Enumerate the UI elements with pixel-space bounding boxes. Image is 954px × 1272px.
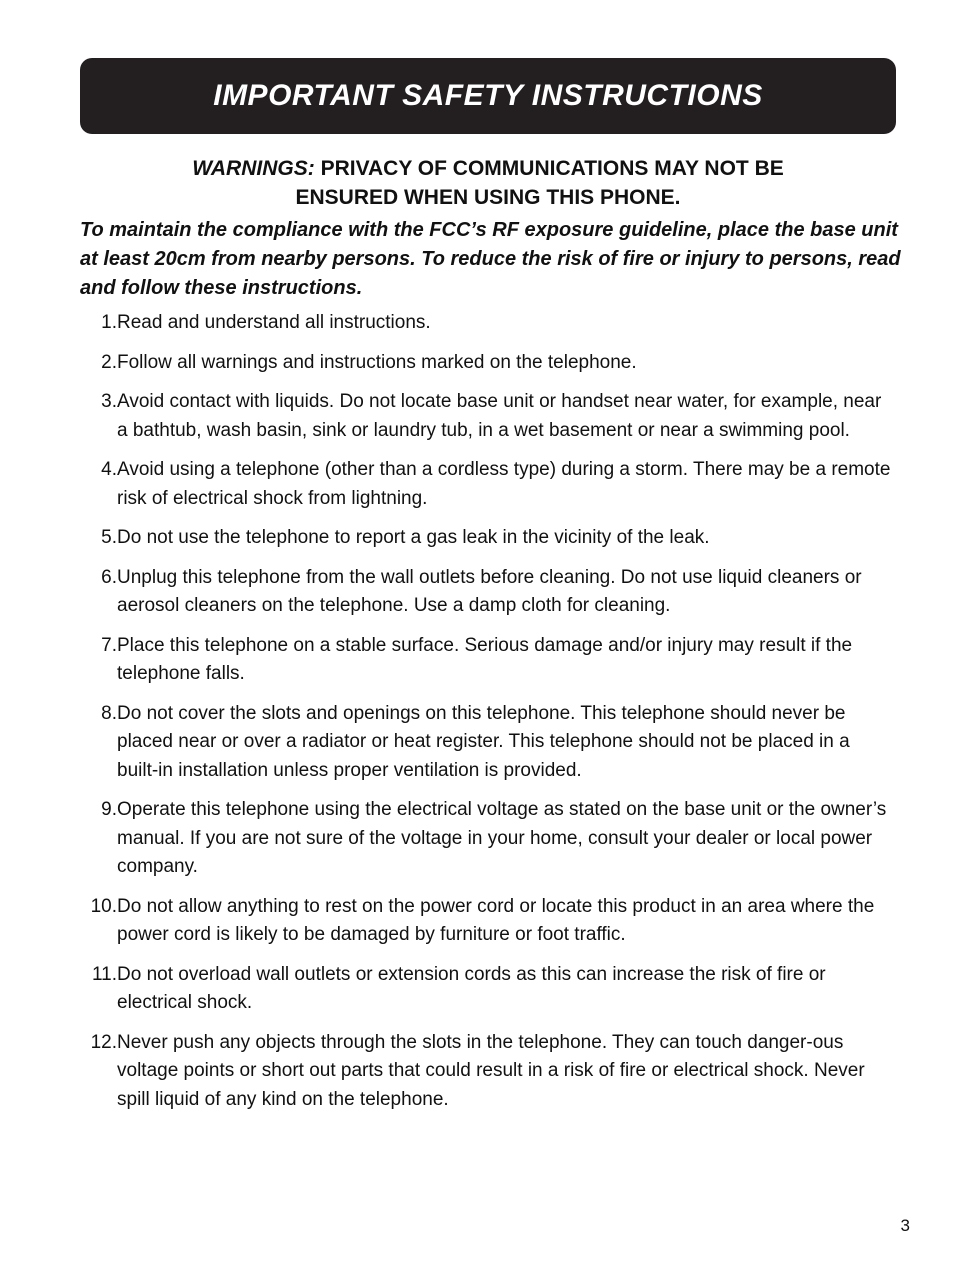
privacy-warning: [80, 154, 896, 212]
list-item: [80, 349, 896, 378]
list-item: [80, 388, 896, 445]
list-item: [80, 961, 896, 1018]
warning-line-1: [80, 154, 896, 183]
list-item: [80, 796, 896, 882]
list-item: [80, 456, 896, 513]
item-text: Do not overload wall outlets or extension cords as this can increase the risk of fire or electrical shock.: [117, 963, 826, 1013]
item-number: 12.: [90, 1031, 117, 1053]
item-text: Follow all warnings and instructions marked on the telephone.: [117, 351, 637, 373]
list-item: [80, 1029, 896, 1115]
item-number: 9.: [101, 799, 117, 820]
instructions-list: [80, 309, 896, 1125]
item-text: Never push any objects through the slots in the telephone. They can touch danger-ous voltage points or short out parts that could result in a risk of fire or electrical shock. Never spill liquid of any kind on the telephone.: [117, 1031, 865, 1110]
title-banner: [80, 58, 896, 134]
item-number: 6.: [101, 566, 117, 588]
list-item: [80, 700, 896, 786]
item-number: 4.: [101, 459, 117, 480]
list-item: [80, 632, 896, 689]
item-number: 10.: [90, 895, 117, 917]
warning-lead: WARNINGS:: [192, 157, 315, 180]
item-number: 8.: [101, 702, 117, 724]
warning-line-2: ENSURED WHEN USING THIS PHONE.: [295, 186, 681, 209]
page-title: IMPORTANT SAFETY INSTRUCTIONS: [213, 79, 763, 112]
item-number: 2.: [101, 351, 117, 373]
item-text: Do not cover the slots and openings on this telephone. This telephone should never be placed near or over a radiator or heat register. This telephone should not be placed in a built-in installation unless proper ventilation is provided.: [117, 702, 850, 781]
warning-text-1: PRIVACY OF COMMUNICATIONS MAY NOT BE: [320, 157, 784, 180]
list-item: [80, 893, 896, 950]
item-number: 1.: [101, 312, 117, 333]
item-number: 5.: [101, 527, 117, 548]
item-text: Unplug this telephone from the wall outlets before cleaning. Do not use liquid cleaners or aerosol cleaners on the telephone. Use a damp cloth for cleaning.: [117, 566, 862, 616]
item-number: 7.: [101, 634, 117, 656]
item-text: Operate this telephone using the electrical voltage as stated on the base unit or the owner’s manual. If you are not sure of the voltage in your home, consult your dealer or local power company.: [117, 799, 887, 877]
list-item: [80, 564, 896, 621]
item-text: Avoid using a telephone (other than a cordless type) during a storm. There may be a remote risk of electrical shock from lightning.: [117, 459, 891, 509]
page-number: 3: [900, 1216, 910, 1235]
item-number: 11.: [91, 963, 117, 985]
list-item: [80, 309, 896, 338]
item-text: Do not allow anything to rest on the power cord or locate this product in an area where the power cord is likely to be damaged by furniture or foot traffic.: [117, 895, 875, 945]
list-item: [80, 524, 896, 553]
item-text: Read and understand all instructions.: [117, 312, 431, 333]
item-number: 3.: [101, 391, 117, 412]
item-text: Do not use the telephone to report a gas leak in the vicinity of the leak.: [117, 527, 710, 548]
fcc-notice: To maintain the compliance with the FCC’s RF exposure guideline, place the base unit at least 20cm from nearby persons. To reduce the risk of fire or injury to persons, read and follow these instructions.: [80, 219, 901, 299]
item-text: Place this telephone on a stable surface. Serious damage and/or injury may result if the telephone falls.: [117, 634, 853, 684]
item-text: Avoid contact with liquids. Do not locate base unit or handset near water, for example, near a bathtub, wash basin, sink or laundry tub, in a wet basement or near a swimming pool.: [117, 391, 882, 441]
